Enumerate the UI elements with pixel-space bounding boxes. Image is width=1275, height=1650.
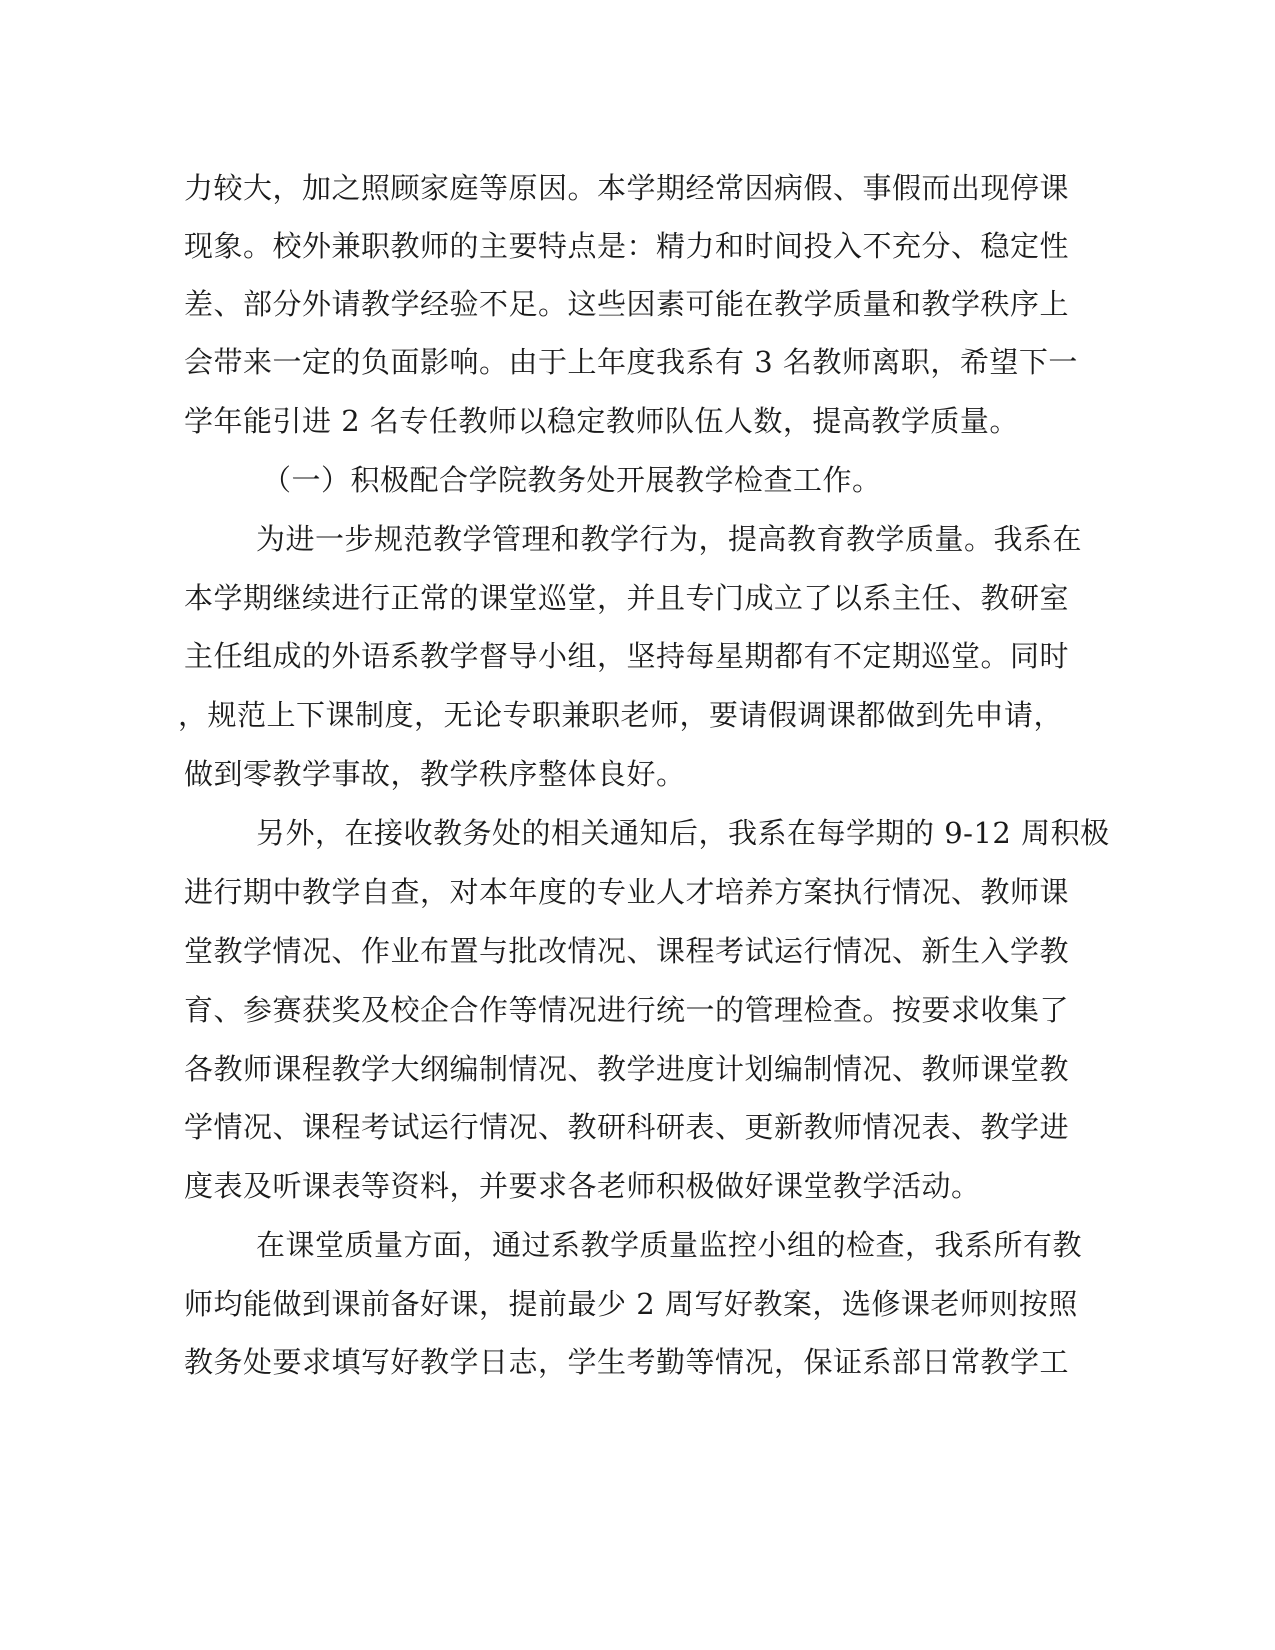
paragraph-line: 师均能做到课前备好课，提前最少 2 周写好教案，选修课老师则按照 [184, 1287, 1078, 1321]
paragraph-line: 育、参赛获奖及校企合作等情况进行统一的管理检查。按要求收集了 [184, 993, 1070, 1027]
paragraph-line: 各教师课程教学大纲编制情况、教学进度计划编制情况、教师课堂教 [184, 1052, 1070, 1086]
paragraph-line: 学年能引进 2 名专任教师以稳定教师队伍人数，提高教学质量。 [184, 404, 1019, 438]
paragraph-line: 会带来一定的负面影响。由于上年度我系有 3 名教师离职，希望下一 [184, 345, 1078, 379]
paragraph-line: 现象。校外兼职教师的主要特点是：精力和时间投入不充分、稳定性 [184, 229, 1070, 263]
paragraph-line: 力较大，加之照顾家庭等原因。本学期经常因病假、事假而出现停课 [184, 171, 1070, 205]
paragraph-line: 学情况、课程考试运行情况、教研科研表、更新教师情况表、教学进 [184, 1110, 1070, 1144]
paragraph-line: 为进一步规范教学管理和教学行为，提高教育教学质量。我系在 [256, 522, 1083, 556]
section-heading: （一）积极配合学院教务处开展教学检查工作。 [262, 463, 882, 497]
paragraph-line: 主任组成的外语系教学督导小组，坚持每星期都有不定期巡堂。同时 [184, 639, 1070, 673]
paragraph-line: 差、部分外请教学经验不足。这些因素可能在教学质量和教学秩序上 [184, 287, 1070, 321]
paragraph-line: ，规范上下课制度，无论专职兼职老师，要请假调课都做到先申请， [178, 698, 1064, 732]
paragraph-line: 本学期继续进行正常的课堂巡堂，并且专门成立了以系主任、教研室 [184, 581, 1070, 615]
paragraph-line: 进行期中教学自查，对本年度的专业人才培养方案执行情况、教师课 [184, 875, 1070, 909]
paragraph-line: 另外，在接收教务处的相关通知后，我系在每学期的 9-12 周积极 [256, 816, 1110, 850]
paragraph-line: 度表及听课表等资料，并要求各老师积极做好课堂教学活动。 [184, 1169, 981, 1203]
paragraph-line: 堂教学情况、作业布置与批改情况、课程考试运行情况、新生入学教 [184, 934, 1070, 968]
paragraph-line: 做到零教学事故，教学秩序整体良好。 [184, 757, 686, 791]
paragraph-line: 在课堂质量方面，通过系教学质量监控小组的检查，我系所有教 [256, 1228, 1083, 1262]
paragraph-line: 教务处要求填写好教学日志，学生考勤等情况，保证系部日常教学工 [184, 1345, 1070, 1379]
